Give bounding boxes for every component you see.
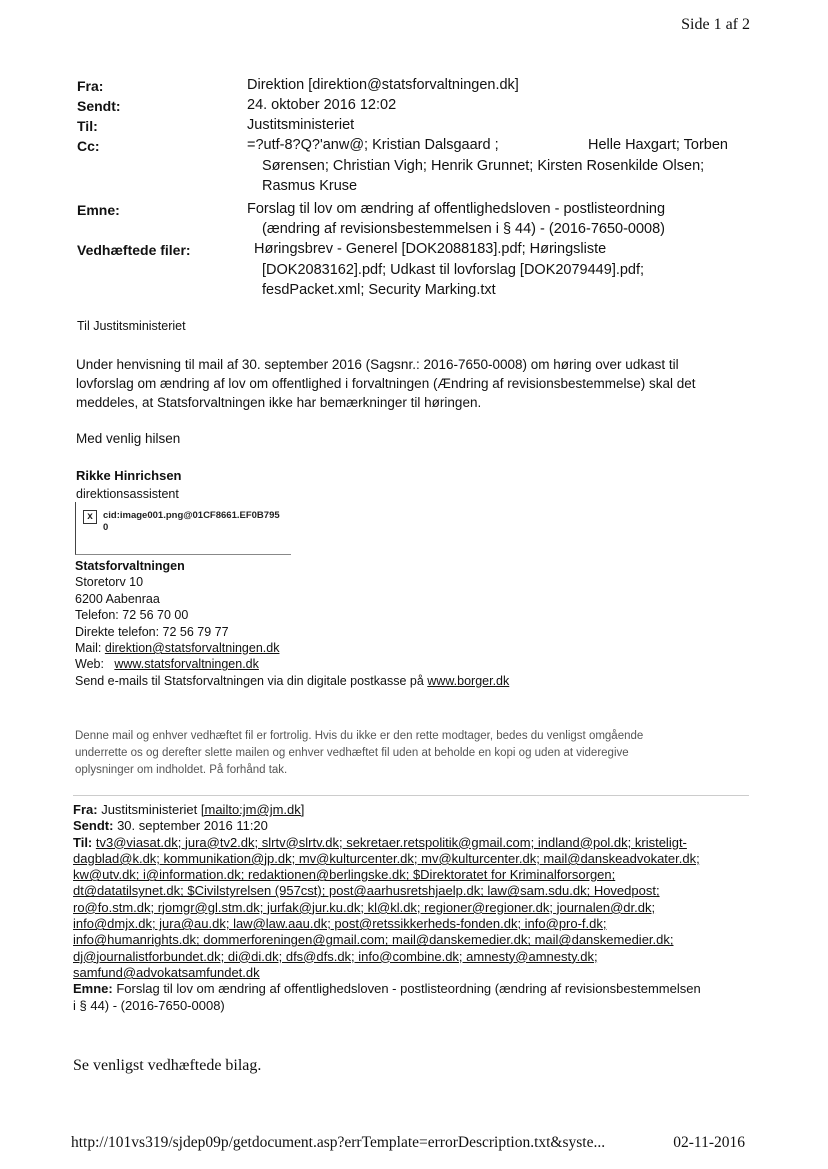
subject-label: Emne: [77,202,120,218]
cc-line-3: Rasmus Kruse [262,178,358,194]
cc-line-1a: =?utf-8?Q?'anw@; Kristian Dalsgaard ; [247,137,499,153]
digital-text: Send e-mails til Statsforvaltningen via din digitale postkasse på [75,673,428,688]
quoted-sent-label: Sendt: [73,818,114,834]
body-paragraph [76,355,776,412]
to-value: Justitsministeriet [247,117,355,133]
quoted-from-label: Fra: [73,802,98,817]
attachments-line-1: Høringsbrev - Generel [DOK2088183].pdf; Høringsliste [254,241,607,257]
quoted-to-line-5[interactable]: ro@fo.stm.dk; rjomgr@gl.stm.dk; jurfak@jur.ku.dk; kl@kl.dk; regioner@regioner.dk; journalen@dr.dk; [73,899,656,915]
borger-link[interactable]: www.borger.dk [427,673,510,688]
greeting: Til Justitsministeriet [77,319,186,333]
mail-label: Mail: [75,641,105,656]
quoted-to-label: Til: [73,834,93,850]
web-link[interactable]: www.statsforvaltningen.dk [114,657,259,672]
signature-web-row [75,656,509,672]
image-ref-line-2: 0 [103,522,109,533]
signature-phone: Telefon: 72 56 70 00 [75,608,189,623]
broken-image-icon: x [83,510,97,524]
quoted-subject-label: Emne: [73,981,113,997]
quoted-subject-row [73,981,763,997]
quoted-sent-value: 30. september 2016 11:20 [117,818,268,834]
sent-label: Sendt: [77,98,121,114]
quoted-from-row [73,802,763,818]
quoted-to-row [73,835,763,851]
subject-line-2: (ændring af revisionsbestemmelsen i § 44) - (2016-7650-0008) [262,221,665,237]
signature-street: Storetorv 10 [75,575,144,590]
body-line-1: Under henvisning til mail af 30. september 2016 (Sagsnr.: 2016-7650-0008) om høring over udkast til [76,357,679,372]
quoted-to-line-6[interactable]: info@dmjx.dk; jura@au.dk; law@law.aau.dk; post@retssikkerheds-fonden.dk; info@pro-f.dk; [73,916,607,932]
quoted-to-line-4[interactable]: dt@datatilsynet.dk; $Civilstyrelsen (957cst); post@aarhusretshjaelp.dk; law@sam.sdu.dk; Hovedpost; [73,883,660,899]
cc-label: Cc: [77,138,100,154]
signature-digital-row [75,673,509,689]
mail-link[interactable]: direktion@statsforvaltningen.dk [104,641,280,656]
cc-line-1b: Helle Haxgart; Torben [588,137,728,153]
image-ref-line-1: cid:image001.png@01CF8661.EF0B795 [103,510,280,521]
footer-date: 02-11-2016 [673,1134,745,1151]
signature-image-placeholder [75,502,291,555]
signature-mail-row [75,640,509,656]
quoted-to-line-7[interactable]: info@humanrights.dk; dommerforeningen@gmail.com; mail@danskemedier.dk; mail@danskemedier.dk; [73,932,674,948]
attachments-label: Vedhæftede filer: [77,242,191,258]
disclaimer-line-2: underrette os og derefter slette mailen og enhver vedhæftet fil uden at beholde en kopi og uden at videregive [75,747,629,759]
quoted-to-line-8[interactable]: dj@journalistforbundet.dk; di@di.dk; dfs@dfs.dk; info@combine.dk; amnesty@amnesty.dk; [73,948,598,964]
quoted-to-line-3[interactable]: kw@utv.dk; i@information.dk; redaktionen@berlingske.dk; $Direktoratet for Kriminalforsorgen; [73,867,616,883]
signature-direct-phone: Direkte telefon: 72 56 79 77 [75,624,229,639]
footer-url: http://101vs319/sjdep09p/getdocument.asp?errTemplate=errorDescription.txt&syste... [71,1134,606,1151]
disclaimer-line-3: oplysninger om indholdet. På forhånd tak. [75,764,288,776]
closing: Med venlig hilsen [76,431,181,446]
signature-name: Rikke Hinrichsen [76,468,182,483]
attachments-line-3: fesdPacket.xml; Security Marking.txt [262,282,496,298]
web-label: Web: [75,657,104,672]
signature-address [75,558,509,689]
quoted-to-line-1[interactable]: tv3@viasat.dk; jura@tv2.dk; slrtv@slrtv.dk; sekretaer.retspolitik@gmail.com; indland@pol.dk; kristeligt- [95,834,687,850]
quoted-subject-line-2: i § 44) - (2016-7650-0008) [73,997,225,1013]
body-line-3: meddeles, at Statsforvaltningen ikke har bemærkninger til høringen. [76,395,482,410]
quoted-to-line-2[interactable]: dagblad@k.dk; kommunikation@jp.dk; mv@kulturcenter.dk; mv@kulturcenter.dk; mail@danskeadvokater.dk; [73,850,700,866]
page-number: Side 1 af 2 [681,16,750,33]
to-label: Til: [77,118,98,134]
body-line-2: lovforslag om ændring af lov om offentlighed i forvaltningen (Ændring af revisionsbestemmelse) skal det [76,376,696,391]
from-label: Fra: [77,78,104,94]
quoted-from-value: Justitsministeriet [101,802,201,817]
quoted-email [73,802,763,1014]
attachment-note: Se venligst vedhæftede bilag. [73,1057,262,1074]
sent-value: 24. oktober 2016 12:02 [247,97,397,113]
disclaimer [75,728,643,779]
subject-line-1: Forslag til lov om ændring af offentlighedsloven - postlisteordning [247,201,666,217]
disclaimer-line-1: Denne mail og enhver vedhæftet fil er fortrolig. Hvis du ikke er den rette modtager, bedes du venligst omgående [75,730,644,742]
attachments-line-2: [DOK2083162].pdf; Udkast til lovforslag [DOK2079449].pdf; [262,262,645,278]
quoted-subject-line-1: Forslag til lov om ændring af offentlighedsloven - postlisteordning (ændring af revisionsbestemmelsen [116,981,701,997]
quoted-from-link[interactable]: [mailto:jm@jm.dk] [200,802,305,817]
signature-org: Statsforvaltningen [75,559,185,573]
signature-title: direktionsassistent [76,487,179,501]
separator [73,795,749,796]
signature-city: 6200 Aabenraa [75,591,160,606]
cc-line-2: Sørensen; Christian Vigh; Henrik Grunnet; Kirsten Rosenkilde Olsen; [262,158,705,174]
from-value: Direktion [direktion@statsforvaltningen.dk] [247,77,519,93]
quoted-sent-row [73,818,763,834]
quoted-to-line-9[interactable]: samfund@advokatsamfundet.dk [73,964,260,980]
